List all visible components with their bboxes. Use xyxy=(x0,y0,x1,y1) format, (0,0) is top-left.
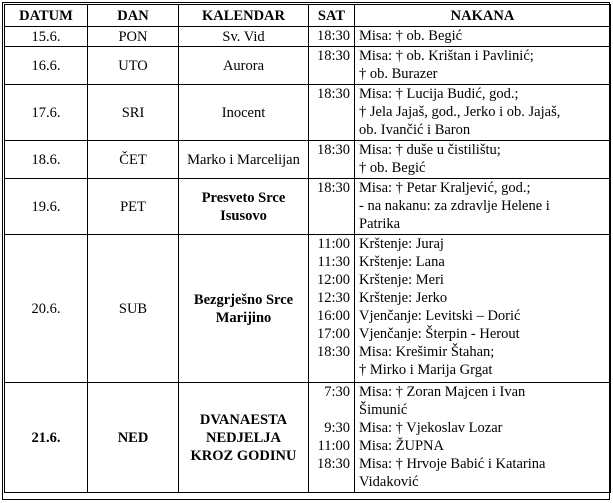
notes-line: Krštenje: Jerko xyxy=(359,290,448,306)
calendar-line: KROZ GODINU xyxy=(190,447,297,464)
day-cell xyxy=(88,235,179,383)
intention-cell xyxy=(355,27,611,47)
times-line xyxy=(309,473,350,491)
notes-line: † ob. Begić xyxy=(359,160,426,176)
date-cell xyxy=(5,383,88,493)
times-line xyxy=(309,361,350,379)
notes-line: Krštenje: Meri xyxy=(359,272,444,288)
header-row xyxy=(5,5,611,27)
time-cell xyxy=(309,141,355,179)
date-text: 15.6. xyxy=(31,28,61,45)
times-line: 18:30 xyxy=(316,456,350,472)
calendar-cell xyxy=(179,141,309,179)
notes-line: Misa: † Zoran Majcen i Ivan xyxy=(359,384,526,400)
notes-line: Misa: † duše u čistilištu; xyxy=(359,142,501,158)
intention-cell xyxy=(355,383,611,493)
header-dan: DAN xyxy=(88,5,179,27)
calendar-cell xyxy=(179,47,309,85)
intention-cell xyxy=(355,141,611,179)
table-row xyxy=(5,383,611,493)
notes-line: ob. Ivančić i Baron xyxy=(359,122,471,138)
times-line: 12:00 xyxy=(316,272,350,288)
notes-line: Vjenčanje: Šterpin - Herout xyxy=(359,326,520,342)
intention-cell xyxy=(355,179,611,235)
day-text: PET xyxy=(120,198,146,215)
time-cell xyxy=(309,179,355,235)
notes-line: Vjenčanje: Levitski – Dorić xyxy=(359,308,521,324)
day-cell xyxy=(88,85,179,141)
day-cell xyxy=(88,141,179,179)
calendar-line: DVANAESTA xyxy=(199,411,288,428)
day-text: ČET xyxy=(119,151,147,168)
times-line: 7:30 xyxy=(324,384,350,400)
table-row xyxy=(5,47,611,85)
notes-line: † Mirko i Marija Grgat xyxy=(359,362,493,378)
date-cell xyxy=(5,179,88,235)
times-line: 11:00 xyxy=(317,438,350,454)
time-cell xyxy=(309,383,355,493)
date-cell xyxy=(5,47,88,85)
calendar-line: Isusovo xyxy=(220,207,267,224)
times-line: 11:00 xyxy=(317,236,350,252)
calendar-cell xyxy=(179,85,309,141)
notes-line: Misa: † ob. Krištan i Pavlinić; xyxy=(359,48,534,64)
table-row xyxy=(5,179,611,235)
notes-line: Vidaković xyxy=(359,474,419,490)
date-text: 21.6. xyxy=(31,429,61,446)
times-line: 18:30 xyxy=(316,180,350,196)
intention-cell xyxy=(355,47,611,85)
time-cell xyxy=(309,47,355,85)
header-sat: SAT xyxy=(309,5,355,27)
times-line xyxy=(309,401,350,419)
intention-cell xyxy=(355,235,611,383)
day-cell xyxy=(88,27,179,47)
notes-line: Misa: † Vjekoslav Lozar xyxy=(359,420,503,436)
notes-line: Misa: † ob. Begić xyxy=(359,28,463,44)
day-text: SUB xyxy=(118,300,148,317)
calendar-line: NEDJELJA xyxy=(206,429,281,446)
intention-cell xyxy=(355,85,611,141)
notes-line: Patrika xyxy=(359,216,401,232)
times-line: 17:00 xyxy=(316,326,350,342)
notes-line: Misa: † Petar Kraljević, god.; xyxy=(359,180,531,196)
date-cell xyxy=(5,27,88,47)
day-text: UTO xyxy=(118,57,148,74)
date-cell xyxy=(5,85,88,141)
times-line: 18:30 xyxy=(316,86,350,102)
calendar-line: Marko i Marcelijan xyxy=(187,151,300,168)
notes-line: - na nakanu: za zdravlje Helene i xyxy=(359,198,550,214)
date-cell xyxy=(5,141,88,179)
day-cell xyxy=(88,383,179,493)
date-text: 19.6. xyxy=(31,198,61,215)
time-cell xyxy=(309,235,355,383)
table-row xyxy=(5,85,611,141)
times-line: 16:00 xyxy=(316,308,350,324)
date-text: 17.6. xyxy=(31,104,61,121)
calendar-line: Bezgrješno Srce xyxy=(193,291,294,308)
day-text: SRI xyxy=(121,104,145,121)
time-cell xyxy=(309,27,355,47)
table-row xyxy=(5,235,611,383)
header-kalendar: KALENDAR xyxy=(179,5,309,27)
calendar-line: Marijino xyxy=(215,309,272,326)
notes-line: Krštenje: Juraj xyxy=(359,236,444,252)
notes-line: Misa: † Hrvoje Babić i Katarina xyxy=(359,456,546,472)
notes-line: † Jela Jajaš, god., Jerko i ob. Jajaš, xyxy=(359,104,561,120)
header-nakana: NAKANA xyxy=(355,5,611,27)
notes-line: Misa: Krešimir Štahan; xyxy=(359,344,495,360)
notes-line: Šimunić xyxy=(359,402,408,418)
calendar-line: Aurora xyxy=(222,57,265,74)
date-text: 16.6. xyxy=(31,57,61,74)
day-cell xyxy=(88,47,179,85)
times-line: 18:30 xyxy=(316,142,350,158)
date-cell xyxy=(5,235,88,383)
calendar-cell xyxy=(179,179,309,235)
calendar-cell xyxy=(179,27,309,47)
day-text: NED xyxy=(117,429,149,446)
notes-line: Krštenje: Lana xyxy=(359,254,445,270)
calendar-line: Presveto Srce xyxy=(201,189,286,206)
mass-schedule-table xyxy=(4,4,611,493)
notes-line: Misa: ŽUPNA xyxy=(359,438,444,454)
calendar-line: Inocent xyxy=(221,104,266,121)
times-line: 9:30 xyxy=(324,420,350,436)
table-row xyxy=(5,27,611,47)
notes-line: Misa: † Lucija Budić, god.; xyxy=(359,86,519,102)
date-text: 20.6. xyxy=(31,300,61,317)
table-row xyxy=(5,141,611,179)
times-line: 12:30 xyxy=(316,290,350,306)
times-line: 11:30 xyxy=(317,254,350,270)
date-text: 18.6. xyxy=(31,151,61,168)
times-line: 18:30 xyxy=(316,28,350,44)
header-datum: DATUM xyxy=(5,5,88,27)
times-line: 18:30 xyxy=(316,48,350,64)
time-cell xyxy=(309,85,355,141)
calendar-line: Sv. Vid xyxy=(222,28,265,45)
times-line: 18:30 xyxy=(316,344,350,360)
day-text: PON xyxy=(118,28,148,45)
notes-line: † ob. Burazer xyxy=(359,66,438,82)
day-cell xyxy=(88,179,179,235)
calendar-cell xyxy=(179,235,309,383)
calendar-cell xyxy=(179,383,309,493)
